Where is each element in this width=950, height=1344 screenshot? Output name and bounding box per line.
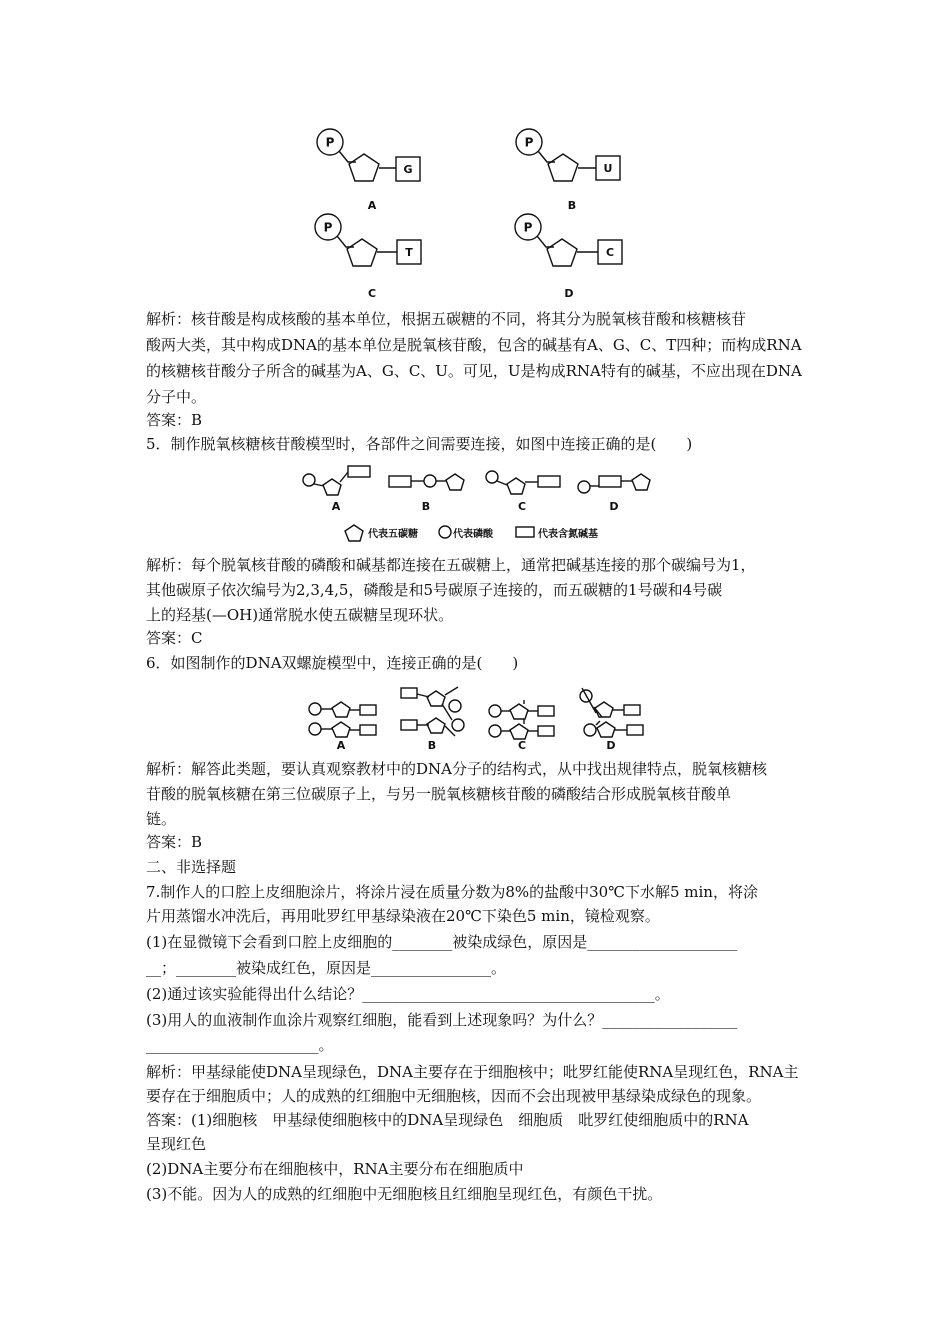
base-label: G bbox=[403, 163, 413, 176]
option-label: D bbox=[609, 500, 619, 513]
q7-answer-line-1: 答案：(1)细胞核 甲基绿使细胞核中的DNA呈现绿色 细胞质 吡罗红使细胞质中的RNA bbox=[146, 1111, 749, 1129]
q7-sub3-line-2: _______________________。 bbox=[146, 1036, 334, 1054]
option-label: A bbox=[367, 199, 377, 212]
q6-stem: 6．如图制作的DNA双螺旋模型中，连接正确的是( ) bbox=[146, 654, 519, 672]
legend-base-label: 代表含氮碱基 bbox=[538, 529, 598, 540]
q7-stem-line-1: 7.制作人的口腔上皮细胞涂片，将涂片浸在质量分数为8%的盐酸中30℃下水解5 min，将涂 bbox=[146, 883, 758, 901]
q5-stem: 5．制作脱氧核糖核苷酸模型时，各部件之间需要连接，如图中连接正确的是( ) bbox=[146, 435, 693, 453]
nucleotide-figure bbox=[0, 0, 950, 310]
q7-stem-line-2: 片用蒸馏水冲洗后，再用吡罗红甲基绿染液在20℃下染色5 min，镜检观察。 bbox=[146, 907, 660, 925]
phosphate-legend-icon bbox=[439, 526, 451, 538]
q5-option-A bbox=[303, 466, 370, 513]
option-label: C bbox=[517, 500, 527, 513]
q6-option-D bbox=[580, 688, 643, 752]
q5-option-C bbox=[486, 471, 560, 513]
q7-sub1-line-1: (1)在显微镜下会看到口腔上皮细胞的________被染成绿色，原因是____________________ bbox=[146, 933, 738, 951]
option-label: D bbox=[606, 739, 616, 752]
phosphate-label: P bbox=[323, 220, 333, 235]
q4-analysis-line-4: 分子中。 bbox=[146, 388, 207, 406]
q5-analysis-line-1: 解析：每个脱氧核苷酸的磷酸和碱基都连接在五碳糖上，通常把碱基连接的那个碳编号为1， bbox=[146, 556, 756, 574]
q6-option-B bbox=[401, 687, 464, 752]
base-label: U bbox=[603, 162, 613, 175]
q6-option-C bbox=[489, 700, 554, 752]
option-label: B bbox=[421, 500, 431, 513]
option-label: B bbox=[567, 199, 577, 212]
nucleotide-A bbox=[317, 129, 420, 212]
q4-analysis-line-3: 的核糖核苷酸分子所含的碱基为A、G、C、U。可见，U是构成RNA特有的碱基，不应出现在DNA bbox=[146, 362, 802, 380]
q7-sub1-line-2: __；________被染成红色，原因是________________。 bbox=[146, 959, 507, 977]
q5-legend bbox=[345, 525, 598, 541]
q4-analysis-line-1: 解析：核苷酸是构成核酸的基本单位，根据五碳糖的不同，将其分为脱氧核苷酸和核糖核苷 bbox=[146, 310, 747, 328]
option-label: A bbox=[331, 500, 341, 513]
option-label: A bbox=[336, 739, 346, 752]
q7-answer-line-2: 呈现红色 bbox=[146, 1135, 207, 1153]
sugar-legend-icon bbox=[345, 525, 363, 541]
option-label: B bbox=[427, 739, 437, 752]
q7-analysis-line-1: 解析：甲基绿能使DNA呈现绿色，DNA主要存在于细胞核中；吡罗红能使RNA呈现红色，RNA主 bbox=[146, 1063, 799, 1081]
option-label: C bbox=[517, 739, 527, 752]
option-label: C bbox=[367, 287, 377, 300]
nucleotide-D bbox=[515, 214, 622, 300]
q4-analysis-line-2: 酸两大类，其中构成DNA的基本单位是脱氧核苷酸，包含的碱基有A、G、C、T四种；而构成RNA bbox=[146, 336, 802, 354]
phosphate-label: P bbox=[524, 135, 534, 150]
legend-phosphate-label: 代表磷酸 bbox=[453, 529, 493, 540]
q6-analysis-line-1: 解析：解答此类题，要认真观察教材中的DNA分子的结构式，从中找出规律特点，脱氧核糖核 bbox=[146, 760, 767, 778]
q6-option-A bbox=[309, 702, 376, 752]
q5-figure bbox=[0, 460, 950, 550]
nucleotide-B bbox=[516, 129, 620, 212]
q7-answer-line-3: (2)DNA主要分布在细胞核中，RNA主要分布在细胞质中 bbox=[146, 1160, 524, 1178]
q6-analysis-line-2: 苷酸的脱氧核糖在第三位碳原子上，与另一脱氧核糖核苷酸的磷酸结合形成脱氧核苷酸单 bbox=[146, 785, 732, 803]
q5-option-D bbox=[578, 474, 650, 513]
q7-answer-line-4: (3)不能。因为人的成熟的红细胞中无细胞核且红细胞呈现红色，有颜色干扰。 bbox=[146, 1185, 663, 1203]
base-label: C bbox=[605, 246, 615, 259]
q7-analysis-line-2: 要存在于细胞质中；人的成熟的红细胞中无细胞核，因而不会出现被甲基绿染成绿色的现象。 bbox=[146, 1087, 762, 1105]
phosphate-label: P bbox=[523, 220, 533, 235]
q7-sub2: (2)通过该实验能得出什么结论？_______________________________________。 bbox=[146, 985, 670, 1003]
phosphate-label: P bbox=[325, 135, 335, 150]
base-label: T bbox=[405, 246, 413, 259]
q5-option-B bbox=[389, 474, 464, 513]
q5-analysis-line-2: 其他碳原子依次编号为2,3,4,5，磷酸是和5号碳原子连接的，而五碳糖的1号碳和4号碳 bbox=[146, 581, 723, 599]
nucleotide-C bbox=[315, 214, 421, 300]
option-label: D bbox=[564, 287, 574, 300]
q6-answer: 答案：B bbox=[146, 833, 203, 851]
q4-answer: 答案：B bbox=[146, 411, 203, 429]
q6-figure bbox=[0, 680, 950, 760]
base-legend-icon bbox=[516, 527, 534, 537]
q7-sub3-line-1: (3)用人的血液制作血涂片观察红细胞，能看到上述现象吗？为什么？__________________ bbox=[146, 1011, 738, 1029]
q6-analysis-line-3: 链。 bbox=[146, 810, 177, 828]
q5-answer: 答案：C bbox=[146, 629, 203, 647]
legend-sugar-label: 代表五碳糖 bbox=[368, 529, 418, 540]
section-heading: 二、非选择题 bbox=[146, 858, 237, 876]
q5-analysis-line-3: 上的羟基(—OH)通常脱水使五碳糖呈现环状。 bbox=[146, 606, 454, 624]
